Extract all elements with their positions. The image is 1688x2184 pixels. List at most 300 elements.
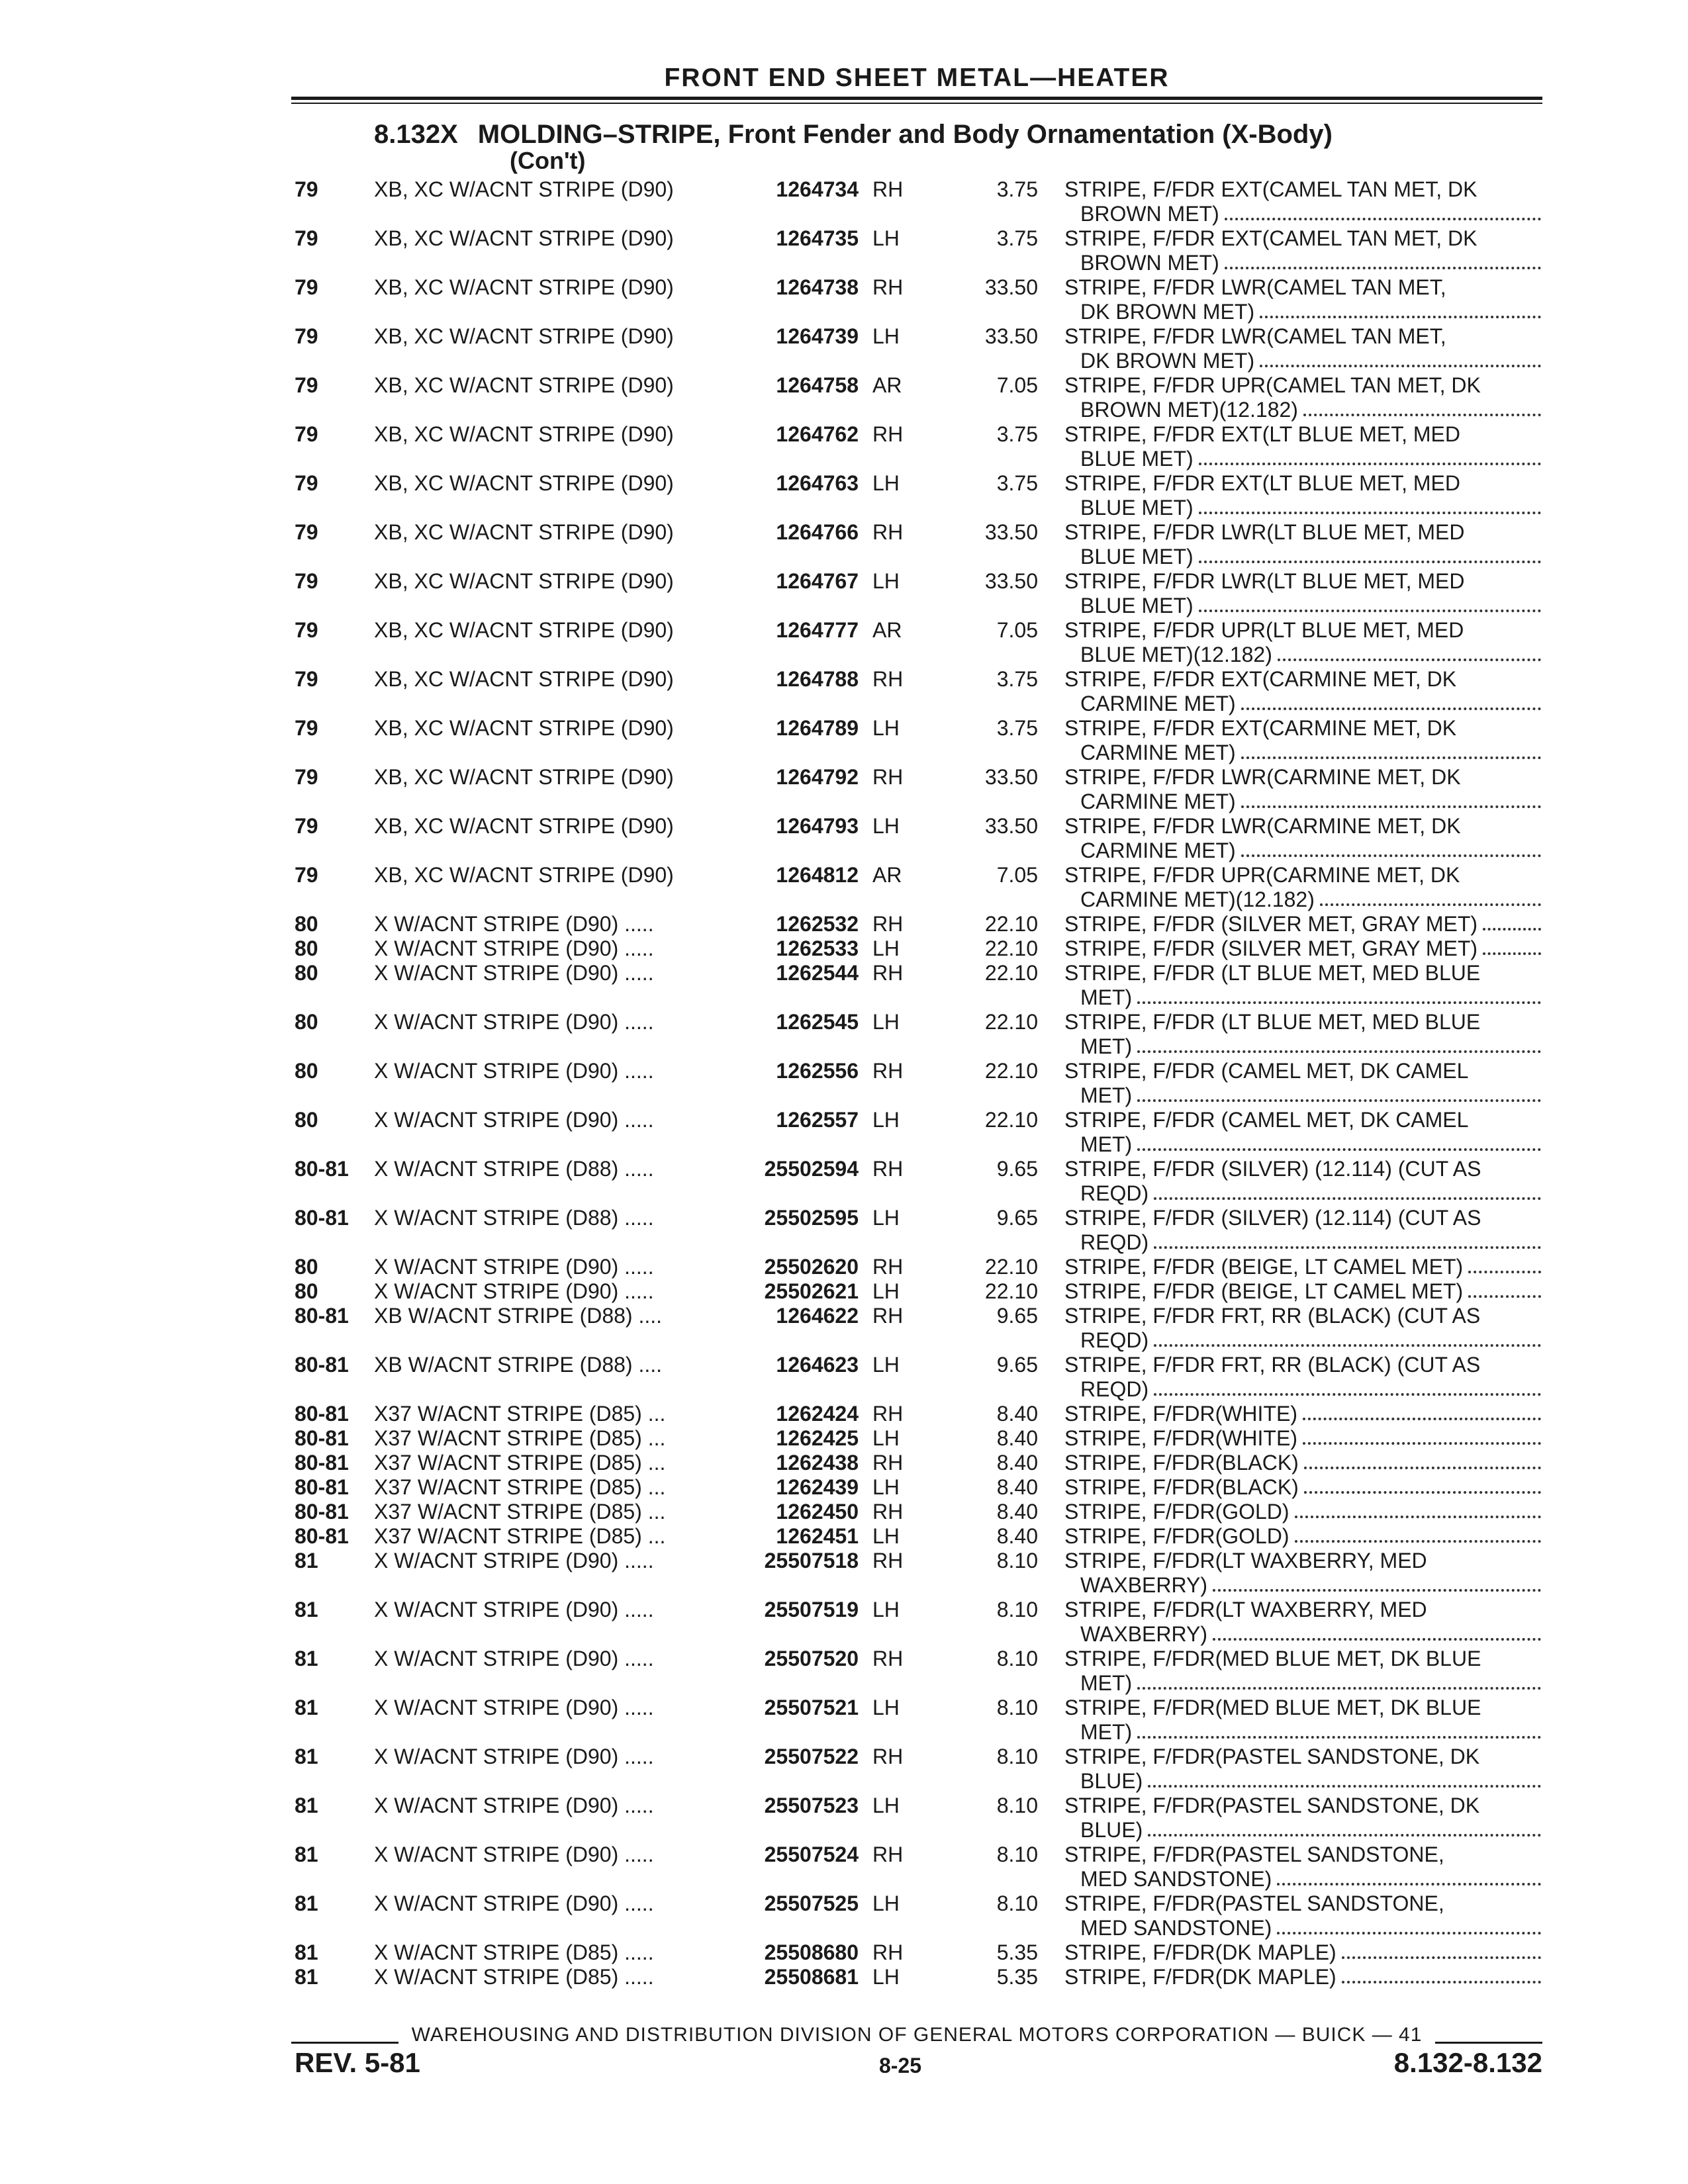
part-number: 1264762: [776, 422, 859, 446]
application: XB W/ACNT STRIPE (D88) ....: [374, 1353, 663, 1377]
part-entry-row: [0, 1279, 1688, 1304]
model-year: 80-81: [295, 1402, 349, 1426]
description-line-1: STRIPE, F/FDR (LT BLUE MET, MED BLUE: [1064, 961, 1481, 985]
list-price: 22.10: [984, 1010, 1038, 1034]
part-entry-row: [0, 1451, 1688, 1475]
description-line-1: STRIPE, F/FDR EXT(LT BLUE MET, MED: [1064, 471, 1460, 495]
description-line-2: DK BROWN MET): [1064, 349, 1541, 373]
part-description: [1064, 275, 1541, 324]
application: X W/ACNT STRIPE (D88) .....: [374, 1206, 654, 1230]
side-code: LH: [872, 471, 900, 495]
application: X W/ACNT STRIPE (D90) .....: [374, 936, 654, 960]
description-line-2: MET): [1064, 1671, 1541, 1696]
part-number: 25508681: [764, 1965, 859, 1989]
model-year: 81: [295, 1696, 318, 1719]
side-code: LH: [872, 569, 900, 593]
parts-list: [0, 177, 1688, 1989]
part-entry-row: [0, 1794, 1688, 1843]
description-line-2: BLUE): [1064, 1769, 1541, 1794]
part-entry-row: [0, 1549, 1688, 1598]
part-number: 25502621: [764, 1279, 859, 1303]
part-description: [1064, 373, 1541, 422]
side-code: RH: [872, 1451, 904, 1475]
model-year: 79: [295, 814, 318, 838]
model-year: 80: [295, 912, 318, 936]
model-year: 79: [295, 422, 318, 446]
list-price: 7.05: [996, 618, 1038, 642]
list-price: 3.75: [996, 471, 1038, 495]
part-description: [1064, 520, 1541, 569]
part-number: 1264623: [776, 1353, 859, 1377]
part-description: [1064, 1451, 1541, 1475]
part-number: 1262557: [776, 1108, 859, 1132]
description-line-1: STRIPE, F/FDR UPR(CAMEL TAN MET, DK: [1064, 373, 1481, 397]
list-price: 33.50: [984, 814, 1038, 838]
part-number: 1262544: [776, 961, 859, 985]
description-line-1: STRIPE, F/FDR(LT WAXBERRY, MED: [1064, 1598, 1427, 1621]
part-entry-row: [0, 373, 1688, 422]
side-code: LH: [872, 324, 900, 348]
model-year: 80-81: [295, 1157, 349, 1181]
part-description: [1064, 765, 1541, 814]
part-entry-row: [0, 226, 1688, 275]
part-description: [1064, 569, 1541, 618]
side-code: LH: [872, 1279, 900, 1303]
part-entry-row: [0, 1500, 1688, 1524]
list-price: 8.10: [996, 1891, 1038, 1915]
part-entry-row: [0, 1647, 1688, 1696]
list-price: 22.10: [984, 912, 1038, 936]
part-description: [1064, 1402, 1541, 1426]
part-number: 1262451: [776, 1524, 859, 1548]
side-code: LH: [872, 1598, 900, 1621]
part-description: [1064, 1426, 1541, 1451]
footer-publisher: [291, 2022, 1542, 2048]
part-description: [1064, 1598, 1541, 1647]
description-line-1: STRIPE, F/FDR(GOLD): [1064, 1524, 1541, 1549]
part-description: [1064, 1696, 1541, 1745]
section-title: [374, 119, 1333, 150]
description-line-2: MED SANDSTONE): [1064, 1867, 1541, 1891]
application: X37 W/ACNT STRIPE (D85) ...: [374, 1451, 666, 1475]
application: XB, XC W/ACNT STRIPE (D90): [374, 520, 674, 544]
part-entry-row: [0, 324, 1688, 373]
side-code: RH: [872, 765, 904, 789]
part-entry-row: [0, 716, 1688, 765]
part-number: 25502595: [764, 1206, 859, 1230]
part-entry-row: [0, 1940, 1688, 1965]
part-entry-row: [0, 177, 1688, 226]
part-number: 1264763: [776, 471, 859, 495]
list-price: 8.40: [996, 1524, 1038, 1548]
description-line-1: STRIPE, F/FDR(PASTEL SANDSTONE, DK: [1064, 1794, 1480, 1817]
description-line-1: STRIPE, F/FDR (BEIGE, LT CAMEL MET): [1064, 1255, 1541, 1279]
side-code: RH: [872, 1157, 904, 1181]
description-line-2: BLUE MET)(12.182): [1064, 643, 1541, 667]
model-year: 80-81: [295, 1426, 349, 1450]
description-line-2: MET): [1064, 1083, 1541, 1108]
list-price: 5.35: [996, 1965, 1038, 1989]
part-number: 1262424: [776, 1402, 859, 1426]
side-code: RH: [872, 275, 904, 299]
model-year: 80-81: [295, 1304, 349, 1328]
side-code: RH: [872, 1402, 904, 1426]
part-description: [1064, 1794, 1541, 1843]
application: X W/ACNT STRIPE (D90) .....: [374, 961, 654, 985]
part-number: 1264777: [776, 618, 859, 642]
description-line-2: BROWN MET)(12.182): [1064, 398, 1541, 422]
application: X W/ACNT STRIPE (D90) .....: [374, 1647, 654, 1670]
part-description: [1064, 1108, 1541, 1157]
part-entry-row: [0, 1157, 1688, 1206]
model-year: 79: [295, 226, 318, 250]
description-line-1: STRIPE, F/FDR FRT, RR (BLACK) (CUT AS: [1064, 1353, 1481, 1377]
part-description: [1064, 863, 1541, 912]
part-number: 1264788: [776, 667, 859, 691]
part-description: [1064, 1549, 1541, 1598]
application: X W/ACNT STRIPE (D90) .....: [374, 912, 654, 936]
application: XB, XC W/ACNT STRIPE (D90): [374, 471, 674, 495]
description-line-2: MET): [1064, 1132, 1541, 1157]
description-line-1: STRIPE, F/FDR(WHITE): [1064, 1426, 1541, 1451]
part-number: 25508680: [764, 1940, 859, 1964]
description-line-2: CARMINE MET): [1064, 790, 1541, 814]
footer-publisher-text: WAREHOUSING AND DISTRIBUTION DIVISION OF GENERAL MOTORS CORPORATION — BUICK — 41: [411, 2024, 1423, 2046]
description-line-1: STRIPE, F/FDR(PASTEL SANDSTONE, DK: [1064, 1745, 1480, 1768]
part-entry-row: [0, 569, 1688, 618]
part-description: [1064, 1010, 1541, 1059]
side-code: LH: [872, 1794, 900, 1817]
model-year: 79: [295, 569, 318, 593]
list-price: 3.75: [996, 177, 1038, 201]
side-code: LH: [872, 1206, 900, 1230]
list-price: 8.10: [996, 1696, 1038, 1719]
part-entry-row: [0, 1206, 1688, 1255]
model-year: 80-81: [295, 1451, 349, 1475]
description-line-1: STRIPE, F/FDR EXT(CAMEL TAN MET, DK: [1064, 226, 1477, 250]
part-number: 25507522: [764, 1745, 859, 1768]
part-description: [1064, 1255, 1541, 1279]
list-price: 3.75: [996, 716, 1038, 740]
part-description: [1064, 1157, 1541, 1206]
description-line-1: STRIPE, F/FDR UPR(LT BLUE MET, MED: [1064, 618, 1464, 642]
model-year: 79: [295, 177, 318, 201]
part-number: 1264789: [776, 716, 859, 740]
model-year: 79: [295, 324, 318, 348]
side-code: AR: [872, 373, 902, 397]
description-line-2: BROWN MET): [1064, 202, 1541, 226]
application: XB, XC W/ACNT STRIPE (D90): [374, 863, 674, 887]
list-price: 22.10: [984, 1059, 1038, 1083]
model-year: 80: [295, 1108, 318, 1132]
part-number: 25507518: [764, 1549, 859, 1572]
model-year: 79: [295, 471, 318, 495]
list-price: 33.50: [984, 765, 1038, 789]
description-line-2: WAXBERRY): [1064, 1622, 1541, 1647]
list-price: 8.10: [996, 1794, 1038, 1817]
description-line-2: MET): [1064, 1034, 1541, 1059]
side-code: AR: [872, 618, 902, 642]
description-line-2: BROWN MET): [1064, 251, 1541, 275]
side-code: LH: [872, 1965, 900, 1989]
footer-rule-right: [1435, 2042, 1542, 2044]
part-entry-row: [0, 618, 1688, 667]
part-entry-row: [0, 1745, 1688, 1794]
model-year: 79: [295, 716, 318, 740]
part-entry-row: [0, 1255, 1688, 1279]
part-number: 1262556: [776, 1059, 859, 1083]
application: X W/ACNT STRIPE (D90) .....: [374, 1745, 654, 1768]
application: X W/ACNT STRIPE (D90) .....: [374, 1279, 654, 1303]
part-description: [1064, 1647, 1541, 1696]
part-description: [1064, 618, 1541, 667]
part-number: 1264735: [776, 226, 859, 250]
description-line-1: STRIPE, F/FDR(DK MAPLE): [1064, 1965, 1541, 1989]
list-price: 8.40: [996, 1451, 1038, 1475]
part-number: 25507524: [764, 1843, 859, 1866]
part-description: [1064, 226, 1541, 275]
list-price: 33.50: [984, 275, 1038, 299]
part-description: [1064, 1891, 1541, 1940]
model-year: 80: [295, 1059, 318, 1083]
description-line-1: STRIPE, F/FDR LWR(LT BLUE MET, MED: [1064, 569, 1465, 593]
part-description: [1064, 471, 1541, 520]
list-price: 22.10: [984, 961, 1038, 985]
part-number: 1262439: [776, 1475, 859, 1499]
description-line-1: STRIPE, F/FDR(BLACK): [1064, 1475, 1541, 1500]
model-year: 80: [295, 1255, 318, 1279]
description-line-1: STRIPE, F/FDR (LT BLUE MET, MED BLUE: [1064, 1010, 1481, 1034]
side-code: LH: [872, 1696, 900, 1719]
side-code: RH: [872, 912, 904, 936]
part-number: 25507521: [764, 1696, 859, 1719]
part-entry-row: [0, 1059, 1688, 1108]
description-line-2: BLUE MET): [1064, 594, 1541, 618]
model-year: 80: [295, 1279, 318, 1303]
side-code: LH: [872, 1891, 900, 1915]
description-line-1: STRIPE, F/FDR(PASTEL SANDSTONE,: [1064, 1843, 1444, 1866]
list-price: 8.10: [996, 1843, 1038, 1866]
side-code: RH: [872, 1549, 904, 1572]
model-year: 81: [295, 1794, 318, 1817]
part-entry-row: [0, 765, 1688, 814]
list-price: 22.10: [984, 1279, 1038, 1303]
list-price: 8.10: [996, 1549, 1038, 1572]
description-line-1: STRIPE, F/FDR(BLACK): [1064, 1451, 1541, 1475]
model-year: 81: [295, 1940, 318, 1964]
part-entry-row: [0, 1696, 1688, 1745]
model-year: 81: [295, 1891, 318, 1915]
part-description: [1064, 1279, 1541, 1304]
description-line-1: STRIPE, F/FDR EXT(CARMINE MET, DK: [1064, 667, 1457, 691]
application: X37 W/ACNT STRIPE (D85) ...: [374, 1426, 666, 1450]
side-code: LH: [872, 1108, 900, 1132]
part-number: 1262532: [776, 912, 859, 936]
part-number: 25507520: [764, 1647, 859, 1670]
part-number: 1264734: [776, 177, 859, 201]
side-code: LH: [872, 1353, 900, 1377]
list-price: 33.50: [984, 569, 1038, 593]
description-line-2: MET): [1064, 1720, 1541, 1745]
list-price: 3.75: [996, 226, 1038, 250]
application: XB W/ACNT STRIPE (D88) ....: [374, 1304, 663, 1328]
description-line-1: STRIPE, F/FDR (SILVER) (12.114) (CUT AS: [1064, 1206, 1481, 1230]
list-price: 8.40: [996, 1402, 1038, 1426]
application: X W/ACNT STRIPE (D90) .....: [374, 1108, 654, 1132]
list-price: 9.65: [996, 1157, 1038, 1181]
part-entry-row: [0, 1891, 1688, 1940]
description-line-1: STRIPE, F/FDR LWR(CAMEL TAN MET,: [1064, 324, 1446, 348]
part-entry-row: [0, 1843, 1688, 1891]
model-year: 80: [295, 961, 318, 985]
part-entry-row: [0, 422, 1688, 471]
part-description: [1064, 961, 1541, 1010]
part-entry-row: [0, 520, 1688, 569]
application: X W/ACNT STRIPE (D90) .....: [374, 1794, 654, 1817]
side-code: LH: [872, 1010, 900, 1034]
side-code: LH: [872, 226, 900, 250]
part-description: [1064, 936, 1541, 961]
part-description: [1064, 1940, 1541, 1965]
part-entry-row: [0, 1402, 1688, 1426]
part-description: [1064, 1353, 1541, 1402]
list-price: 33.50: [984, 324, 1038, 348]
part-description: [1064, 1500, 1541, 1524]
description-line-2: WAXBERRY): [1064, 1573, 1541, 1598]
description-line-2: REQD): [1064, 1377, 1541, 1402]
part-number: 1264738: [776, 275, 859, 299]
list-price: 8.10: [996, 1598, 1038, 1621]
description-line-1: STRIPE, F/FDR (CAMEL MET, DK CAMEL: [1064, 1108, 1469, 1132]
model-year: 80-81: [295, 1206, 349, 1230]
description-line-1: STRIPE, F/FDR (SILVER MET, GRAY MET): [1064, 936, 1541, 961]
part-entry-row: [0, 1353, 1688, 1402]
part-entry-row: [0, 1598, 1688, 1647]
application: X W/ACNT STRIPE (D90) .....: [374, 1010, 654, 1034]
header-rule-thin: [291, 103, 1542, 104]
description-line-2: MET): [1064, 985, 1541, 1010]
part-entry-row: [0, 814, 1688, 863]
application: XB, XC W/ACNT STRIPE (D90): [374, 814, 674, 838]
description-line-1: STRIPE, F/FDR (CAMEL MET, DK CAMEL: [1064, 1059, 1469, 1083]
application: XB, XC W/ACNT STRIPE (D90): [374, 275, 674, 299]
description-line-1: STRIPE, F/FDR LWR(CAMEL TAN MET,: [1064, 275, 1446, 299]
page-reference: 8.132-8.132: [1393, 2047, 1542, 2078]
list-price: 8.40: [996, 1500, 1038, 1524]
part-description: [1064, 1059, 1541, 1108]
model-year: 79: [295, 863, 318, 887]
description-line-1: STRIPE, F/FDR LWR(CARMINE MET, DK: [1064, 765, 1461, 789]
part-entry-row: [0, 1304, 1688, 1353]
model-year: 79: [295, 520, 318, 544]
side-code: RH: [872, 422, 904, 446]
part-number: 25507523: [764, 1794, 859, 1817]
application: XB, XC W/ACNT STRIPE (D90): [374, 716, 674, 740]
description-line-1: STRIPE, F/FDR UPR(CARMINE MET, DK: [1064, 863, 1460, 887]
application: X W/ACNT STRIPE (D90) .....: [374, 1891, 654, 1915]
model-year: 81: [295, 1598, 318, 1621]
part-entry-row: [0, 1108, 1688, 1157]
side-code: RH: [872, 177, 904, 201]
part-number: 25507519: [764, 1598, 859, 1621]
application: X W/ACNT STRIPE (D85) .....: [374, 1965, 654, 1989]
description-line-1: STRIPE, F/FDR(WHITE): [1064, 1402, 1541, 1426]
list-price: 3.75: [996, 422, 1038, 446]
list-price: 3.75: [996, 667, 1038, 691]
list-price: 22.10: [984, 1108, 1038, 1132]
part-number: 25502594: [764, 1157, 859, 1181]
model-year: 80-81: [295, 1475, 349, 1499]
description-line-2: CARMINE MET)(12.182): [1064, 887, 1541, 912]
part-number: 1264793: [776, 814, 859, 838]
description-line-1: STRIPE, F/FDR(MED BLUE MET, DK BLUE: [1064, 1647, 1481, 1670]
model-year: 79: [295, 373, 318, 397]
part-entry-row: [0, 936, 1688, 961]
application: X W/ACNT STRIPE (D90) .....: [374, 1843, 654, 1866]
description-line-1: STRIPE, F/FDR LWR(CARMINE MET, DK: [1064, 814, 1461, 838]
part-description: [1064, 667, 1541, 716]
description-line-1: STRIPE, F/FDR EXT(CARMINE MET, DK: [1064, 716, 1457, 740]
application: XB, XC W/ACNT STRIPE (D90): [374, 765, 674, 789]
part-number: 25502620: [764, 1255, 859, 1279]
description-line-2: DK BROWN MET): [1064, 300, 1541, 324]
part-entry-row: [0, 471, 1688, 520]
side-code: LH: [872, 1426, 900, 1450]
side-code: LH: [872, 1524, 900, 1548]
part-description: [1064, 1206, 1541, 1255]
model-year: 80-81: [295, 1500, 349, 1524]
model-year: 80: [295, 1010, 318, 1034]
application: X37 W/ACNT STRIPE (D85) ...: [374, 1475, 666, 1499]
part-number: 1264739: [776, 324, 859, 348]
page-header: FRONT END SHEET METAL—HEATER: [664, 64, 1170, 92]
part-entry-row: [0, 1475, 1688, 1500]
application: XB, XC W/ACNT STRIPE (D90): [374, 422, 674, 446]
part-number: 1264766: [776, 520, 859, 544]
application: XB, XC W/ACNT STRIPE (D90): [374, 324, 674, 348]
side-code: AR: [872, 863, 902, 887]
list-price: 8.40: [996, 1475, 1038, 1499]
application: XB, XC W/ACNT STRIPE (D90): [374, 618, 674, 642]
model-year: 81: [295, 1965, 318, 1989]
application: X W/ACNT STRIPE (D90) .....: [374, 1059, 654, 1083]
description-line-2: BLUE MET): [1064, 545, 1541, 569]
list-price: 9.65: [996, 1353, 1038, 1377]
part-description: [1064, 912, 1541, 936]
part-description: [1064, 814, 1541, 863]
side-code: LH: [872, 1475, 900, 1499]
part-entry-row: [0, 1965, 1688, 1989]
part-description: [1064, 1304, 1541, 1353]
list-price: 5.35: [996, 1940, 1038, 1964]
side-code: RH: [872, 667, 904, 691]
model-year: 81: [295, 1549, 318, 1572]
application: XB, XC W/ACNT STRIPE (D90): [374, 177, 674, 201]
description-line-2: MED SANDSTONE): [1064, 1916, 1541, 1940]
part-number: 25507525: [764, 1891, 859, 1915]
side-code: RH: [872, 1255, 904, 1279]
header-rule: [291, 97, 1542, 100]
application: X37 W/ACNT STRIPE (D85) ...: [374, 1500, 666, 1524]
part-number: 1262545: [776, 1010, 859, 1034]
side-code: RH: [872, 1745, 904, 1768]
side-code: RH: [872, 1500, 904, 1524]
application: XB, XC W/ACNT STRIPE (D90): [374, 226, 674, 250]
side-code: RH: [872, 1843, 904, 1866]
description-line-2: CARMINE MET): [1064, 839, 1541, 863]
application: X W/ACNT STRIPE (D90) .....: [374, 1696, 654, 1719]
list-price: 8.10: [996, 1647, 1038, 1670]
